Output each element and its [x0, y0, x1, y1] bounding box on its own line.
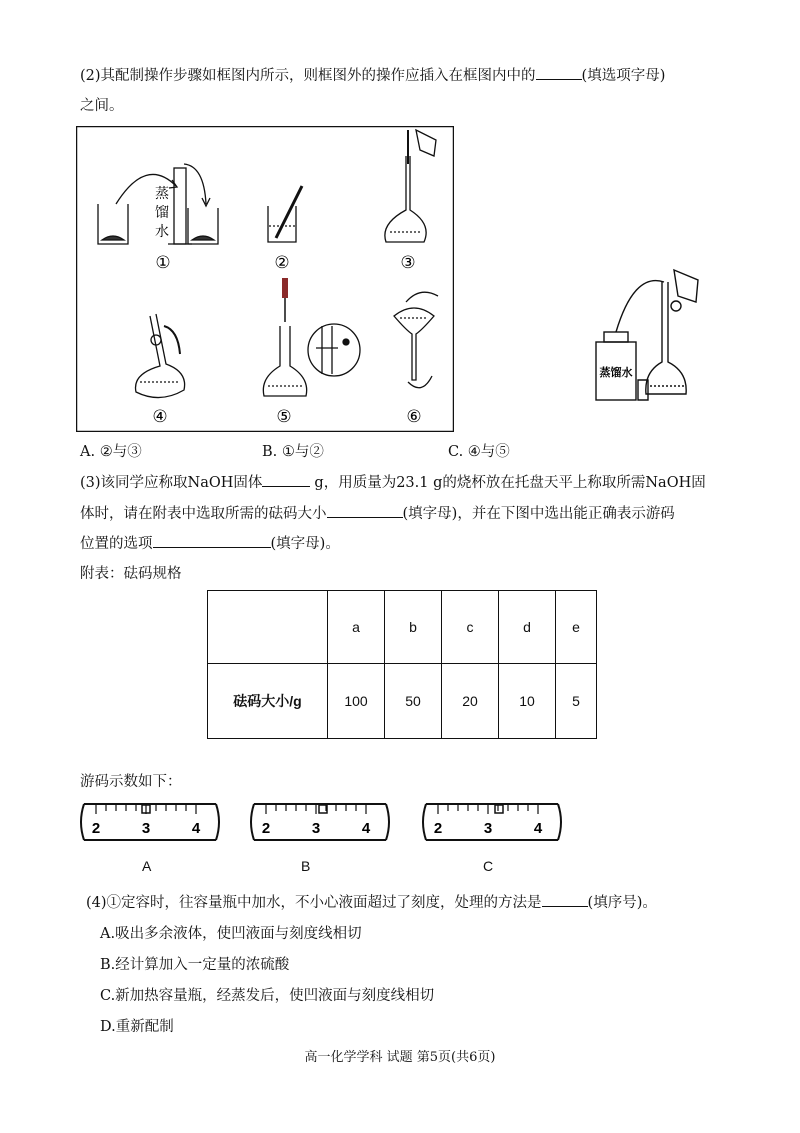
step4-shake-illustration: [136, 314, 185, 398]
q4-stem-hint: (填序号)。: [587, 895, 657, 911]
q3-mass-blank[interactable]: [262, 486, 310, 487]
table-header-cell: a: [328, 591, 385, 664]
ruler-c-tick-4: 4: [533, 820, 543, 837]
step6-invert-illustration: [394, 292, 438, 388]
q2-stem-hint: (填选项字母): [581, 68, 666, 84]
table-header-cell: c: [442, 591, 499, 664]
ruler-b[interactable]: [250, 800, 390, 848]
table-header-cell: [208, 591, 328, 664]
q3-text-2b: (填字母)，并在下图中选出能正确表示游码: [402, 506, 675, 522]
q3-text-1a: (3)该同学应称取NaOH固体: [80, 475, 263, 491]
step5-final-volume-illustration: [263, 278, 360, 396]
ruler-c-tick-2: 2: [433, 820, 443, 837]
step2-label: ②: [274, 253, 290, 272]
ruler-c[interactable]: [422, 800, 562, 848]
q3-line2: [80, 502, 675, 523]
q2-stem-line2: 之间。: [80, 98, 124, 114]
table-caption: 附表：砝码规格: [80, 566, 182, 582]
q4-stem-text: (4)①定容时，往容量瓶中加水，不小心液面超过了刻度，处理的方法是: [86, 895, 542, 911]
ruler-a-label[interactable]: A: [142, 858, 152, 874]
q2-answer-blank[interactable]: [536, 79, 582, 80]
table-cell: 5: [556, 664, 597, 739]
outside-operation-illustration: [586, 262, 716, 412]
q3-text-2a: 体时，请在附表中选取所需的砝码大小: [80, 506, 327, 522]
step1-label: ①: [155, 253, 171, 272]
table-header-cell: d: [499, 591, 556, 664]
step5-label: ⑤: [276, 407, 292, 426]
ruler-b-tick-2: 2: [261, 820, 271, 837]
ruler-a[interactable]: [80, 800, 220, 848]
ruler-c-graphic: [422, 800, 562, 844]
page-footer: 高一化学学科 试题 第5页(共6页): [304, 1050, 496, 1065]
ruler-b-tick-3: 3: [311, 820, 321, 837]
q4-answer-blank[interactable]: [542, 906, 588, 907]
vertical-label-char-2: 馏: [155, 204, 169, 220]
ruler-b-label[interactable]: B: [301, 858, 311, 874]
table-cell: 50: [385, 664, 442, 739]
q3-rider-blank[interactable]: [153, 547, 271, 548]
ruler-c-label[interactable]: C: [483, 858, 494, 874]
ruler-a-tick-4: 4: [191, 820, 201, 837]
step3-transfer-illustration: [385, 130, 436, 242]
table-header-cell: b: [385, 591, 442, 664]
table-row-label: 砝码大小/g: [208, 664, 328, 739]
step6-label: ⑥: [406, 407, 422, 426]
q2-option-c[interactable]: C. ④与⑤: [448, 444, 510, 460]
table-header-row: [208, 591, 597, 664]
q4-stem: [86, 891, 657, 912]
step3-label: ③: [400, 253, 416, 272]
weights-table: [207, 590, 597, 739]
vertical-label-char-3: 水: [155, 223, 169, 239]
q2-stem-line1: [80, 64, 665, 85]
step2-stir-illustration: [268, 186, 302, 242]
q2-option-b[interactable]: B. ①与②: [262, 444, 324, 460]
bottle-label: 蒸馏水: [599, 367, 633, 379]
vertical-label-char-1: 蒸: [155, 185, 169, 201]
q4-option-b[interactable]: B.经计算加入一定量的浓硫酸: [100, 957, 290, 973]
q3-weights-blank[interactable]: [327, 517, 403, 518]
table-cell: 100: [328, 664, 385, 739]
ruler-c-tick-3: 3: [483, 820, 493, 837]
ruler-a-graphic: [80, 800, 220, 844]
table-value-row: [208, 664, 597, 739]
table-cell: 20: [442, 664, 499, 739]
q3-text-3a: 位置的选项: [80, 536, 153, 552]
table-cell: 10: [499, 664, 556, 739]
q3-line1: [80, 471, 706, 492]
ruler-b-graphic: [250, 800, 390, 844]
q2-option-a[interactable]: A. ②与③: [80, 444, 142, 460]
ruler-a-tick-3: 3: [141, 820, 151, 837]
q3-text-3b: (填字母)。: [270, 536, 340, 552]
q4-option-d[interactable]: D.重新配制: [100, 1019, 174, 1035]
q3-line3: [80, 532, 340, 553]
q4-option-a[interactable]: A.吸出多余液体，使凹液面与刻度线相切: [100, 926, 362, 942]
table-header-cell: e: [556, 591, 597, 664]
step4-label: ④: [152, 407, 168, 426]
procedure-diagram: [76, 126, 454, 432]
q2-stem-text: (2)其配制操作步骤如框图内所示，则框图外的操作应插入在框图内中的: [80, 68, 536, 84]
q4-option-c[interactable]: C.新加热容量瓶，经蒸发后，使凹液面与刻度线相切: [100, 988, 435, 1004]
ruler-a-tick-2: 2: [91, 820, 101, 837]
ruler-b-tick-4: 4: [361, 820, 371, 837]
q3-text-1b: g，用质量为23.1 g的烧杯放在托盘天平上称取所需NaOH固: [314, 475, 706, 491]
ruler-caption: 游码示数如下：: [80, 774, 182, 790]
